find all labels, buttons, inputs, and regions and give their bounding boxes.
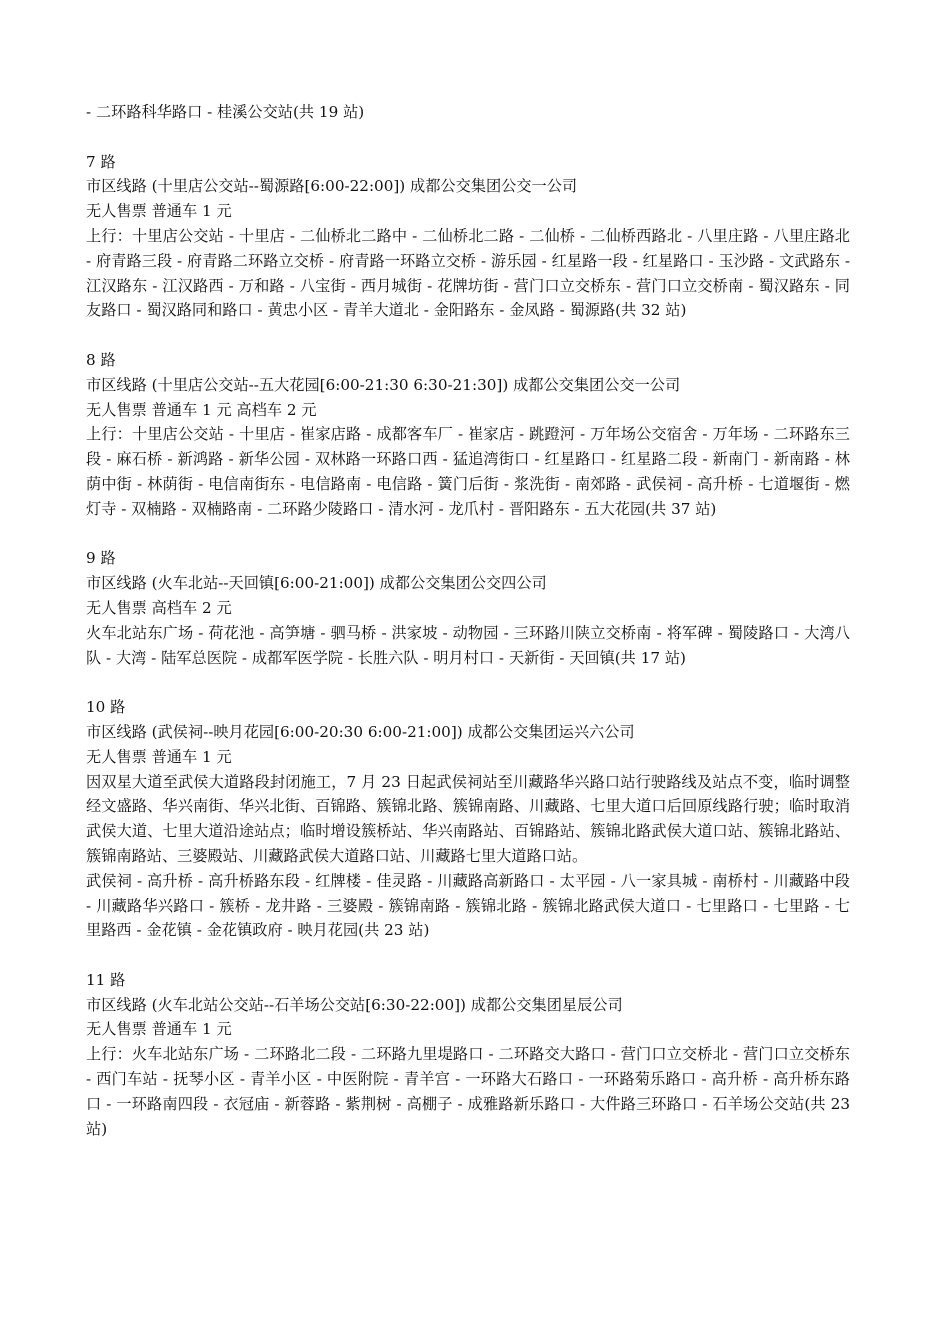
spacer (86, 670, 850, 695)
route-block-9 (86, 546, 850, 670)
spacer (86, 943, 850, 968)
route-info: 市区线路 (十里店公交站--五大花园[6:00-21:30 6:30-21:30]) 成都公交集团公交一公司 (86, 375, 681, 394)
route-notice: 因双星大道至武侯大道路段封闭施工，7 月 23 日起武侯祠站至川藏路华兴路口站行驶路线及站点不变，临时调整经文盛路、华兴南街、华兴北街、百锦路、簇锦北路、簇锦南路、川藏路、七里大道口后回原线路行驶；临时取消武侯大道、七里大道沿途站点；临时增设簇桥站、华兴南路站、百锦路站、簇锦北路武侯大道口站、簇锦北路站、簇锦南路站、三婆殿站、川藏路武侯大道路口站、川藏路七里大道路口站。 (86, 772, 850, 865)
route-stops: 上行：火车北站东广场 - 二环路北二段 - 二环路九里堤路口 - 二环路交大路口 - 营门口立交桥北 - 营门口立交桥东 - 西门车站 - 抚琴小区 - 青羊小区 - 中医附院 - 青羊宫 - 一环路大石路口 - 一环路菊乐路口 - 高升桥 - 高升桥东路口 - 一环路南四段 - 衣冠庙 - 新蓉路 - 紫荆树 - 高棚子 - 成雅路新乐路口 - 大件路三环路口 - 石羊场公交站(共 23 站) (86, 1045, 850, 1138)
route-number: 7 路 (86, 152, 116, 171)
route-fare: 无人售票 普通车 1 元 (86, 1020, 232, 1039)
route-number: 10 路 (86, 698, 126, 717)
route-info: 市区线路 (火车北站公交站--石羊场公交站[6:30-22:00]) 成都公交集团星辰公司 (86, 995, 623, 1014)
route-number: 8 路 (86, 350, 116, 369)
route-block-7 (86, 150, 850, 324)
spacer (86, 522, 850, 547)
route-block-8 (86, 348, 850, 522)
route-fare: 无人售票 高档车 2 元 (86, 598, 232, 617)
route-block-10 (86, 695, 850, 943)
route-stops: 武侯祠 - 高升桥 - 高升桥路东段 - 红牌楼 - 佳灵路 - 川藏路高新路口 - 太平园 - 八一家具城 - 南桥村 - 川藏路中段 - 川藏路华兴路口 - 簇桥 - 龙井路 - 三婆殿 - 簇锦南路 - 簇锦北路 - 簇锦北路武侯大道口 - 七里路口 - 七里路 - 七里路西 - 金花镇 - 金花镇政府 - 映月花园(共 23 站) (86, 871, 850, 940)
route-number: 9 路 (86, 549, 116, 568)
document-page (86, 100, 850, 1141)
route-block-11 (86, 968, 850, 1142)
spacer (86, 125, 850, 150)
route-stops: 火车北站东广场 - 荷花池 - 高笋塘 - 驷马桥 - 洪家坡 - 动物园 - 三环路川陕立交桥南 - 将军碑 - 蜀陵路口 - 大湾八队 - 大湾 - 陆军总医院 - 成都军医学院 - 长胜六队 - 明月村口 - 天新街 - 天回镇(共 17 站) (86, 623, 850, 667)
route-number: 11 路 (86, 970, 126, 989)
route-stops: 上行：十里店公交站 - 十里店 - 崔家店路 - 成都客车厂 - 崔家店 - 跳蹬河 - 万年场公交宿舍 - 万年场 - 二环路东三段 - 麻石桥 - 新鸿路 - 新华公园 - 双林路一环路口西 - 猛追湾街口 - 红星路口 - 红星路二段 - 新南门 - 新南路 - 林荫中街 - 林荫街 - 电信南街东 - 电信路南 - 电信路 - 簧门后街 - 浆洗街 - 南郊路 - 武侯祠 - 高升桥 - 七道堰街 - 燃灯寺 - 双楠路 - 双楠路南 - 二环路少陵路口 - 清水河 - 龙爪村 - 晋阳路东 - 五大花园(共 37 站) (86, 425, 850, 518)
route-info: 市区线路 (武侯祠--映月花园[6:00-20:30 6:00-21:00]) 成都公交集团运兴六公司 (86, 722, 635, 741)
previous-route-stops-tail: - 二环路科华路口 - 桂溪公交站(共 19 站) (86, 103, 365, 121)
route-stops: 上行：十里店公交站 - 十里店 - 二仙桥北二路中 - 二仙桥北二路 - 二仙桥 - 二仙桥西路北 - 八里庄路 - 八里庄路北 - 府青路三段 - 府青路二环路立交桥 - 府青路一环路立交桥 - 游乐园 - 红星路一段 - 红星路口 - 玉沙路 - 文武路东 - 江汉路东 - 江汉路西 - 万和路 - 八宝街 - 西月城街 - 花牌坊街 - 营门口立交桥东 - 营门口立交桥南 - 蜀汉路东 - 同友路口 - 蜀汉路同和路口 - 黄忠小区 - 青羊大道北 - 金阳路东 - 金凤路 - 蜀源路(共 32 站) (86, 226, 850, 320)
route-info: 市区线路 (火车北站--天回镇[6:00-21:00]) 成都公交集团公交四公司 (86, 574, 547, 593)
route-fare: 无人售票 普通车 1 元 高档车 2 元 (86, 400, 317, 419)
route-fare: 无人售票 普通车 1 元 (86, 202, 232, 221)
route-fare: 无人售票 普通车 1 元 (86, 747, 232, 766)
route-info: 市区线路 (十里店公交站--蜀源路[6:00-22:00]) 成都公交集团公交一公司 (86, 177, 578, 196)
spacer (86, 323, 850, 348)
